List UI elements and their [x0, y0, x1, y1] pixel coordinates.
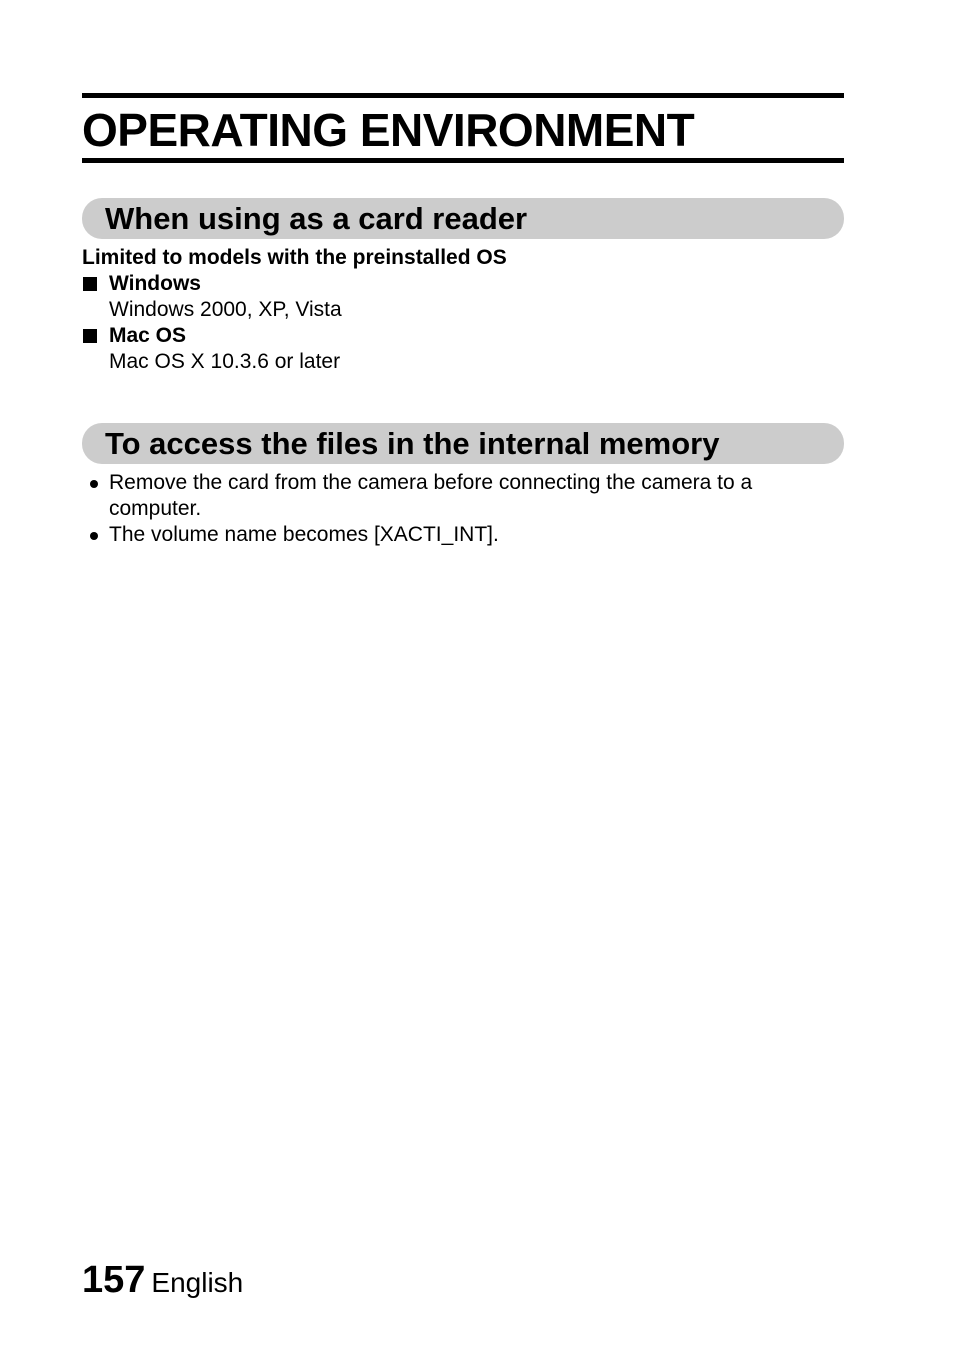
- page-number: 157: [82, 1259, 146, 1301]
- square-bullet-icon: [82, 323, 109, 375]
- list-item: [82, 522, 812, 548]
- section-heading-internal-memory: To access the files in the internal memory: [105, 426, 720, 461]
- title-block: [82, 93, 844, 163]
- bullet-dot-icon: [82, 522, 109, 548]
- os-item-mac: [82, 323, 822, 375]
- section-heading-card-reader: When using as a card reader: [105, 201, 528, 236]
- card-reader-section: [82, 245, 822, 375]
- os-value-mac: Mac OS X 10.3.6 or later: [109, 350, 341, 373]
- internal-memory-section: [82, 470, 812, 548]
- bullet-dot-icon: [82, 470, 109, 522]
- bullet-text: The volume name becomes [XACTI_INT].: [109, 523, 499, 546]
- square-bullet-icon: [82, 271, 109, 323]
- os-name-windows: Windows: [109, 272, 201, 295]
- page-title: OPERATING ENVIRONMENT: [82, 104, 695, 156]
- section-header-internal-memory: [82, 423, 844, 464]
- internal-memory-bullets: [82, 470, 812, 548]
- section-header-card-reader: [82, 198, 844, 239]
- os-name-mac: Mac OS: [109, 324, 187, 347]
- os-item-windows: [82, 271, 822, 323]
- page-language: English: [151, 1267, 244, 1298]
- card-reader-lead: Limited to models with the preinstalled OS: [82, 246, 507, 269]
- list-item: [82, 470, 812, 522]
- bullet-text: Remove the card from the camera before connecting the camera to a computer.: [109, 471, 753, 520]
- page-footer: [82, 1258, 243, 1305]
- os-value-windows: Windows 2000, XP, Vista: [109, 298, 342, 321]
